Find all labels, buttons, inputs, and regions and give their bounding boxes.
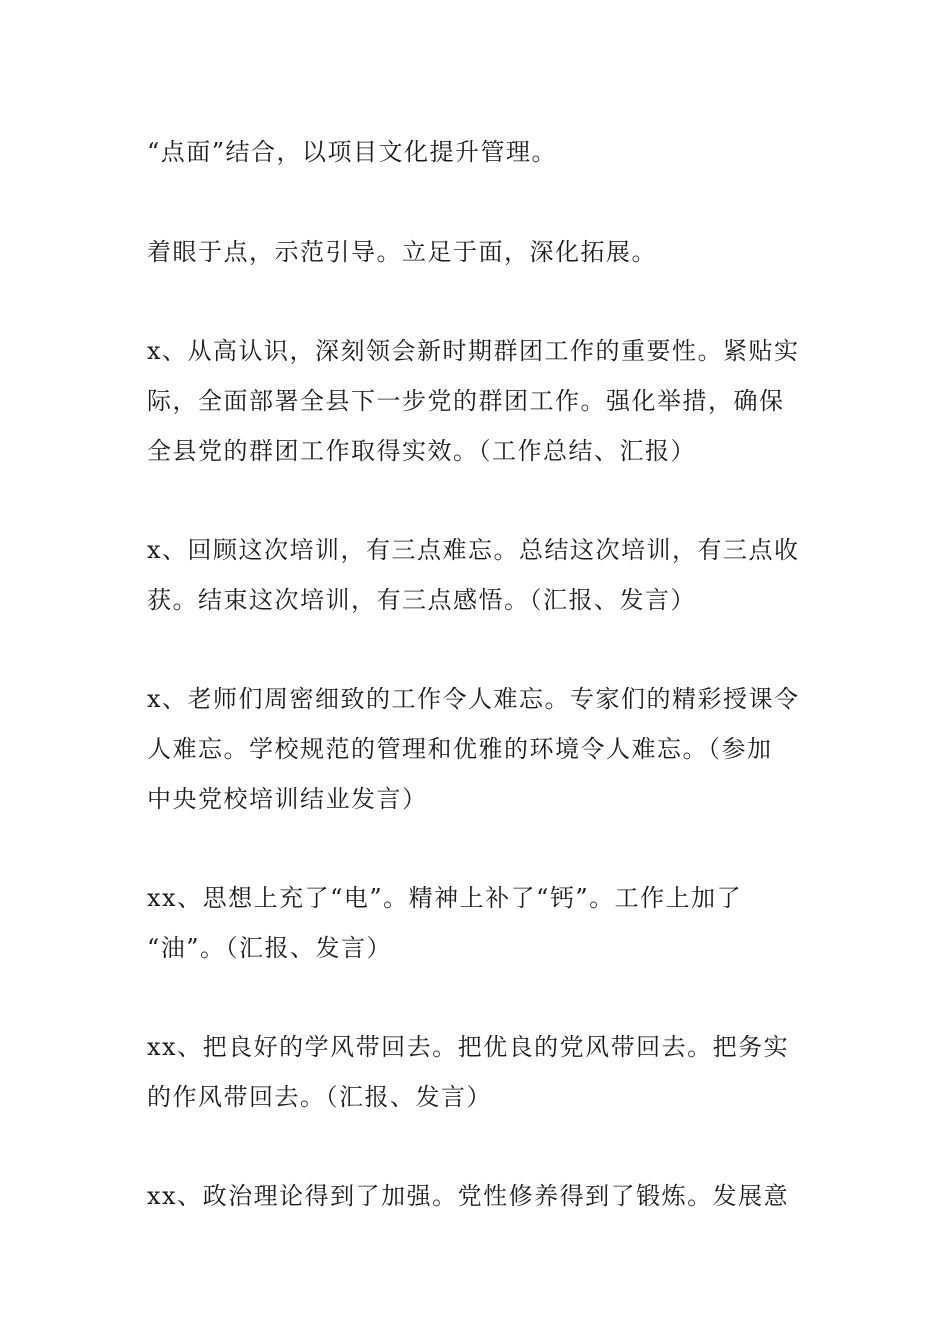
- paragraph-line: 中央党校培训结业发言）: [147, 785, 428, 813]
- paragraph-3: [147, 326, 807, 476]
- paragraph-4: [147, 525, 807, 625]
- paragraph-line: xx、思想上充了“电”。精神上补了“钙”。工作上加了: [147, 884, 743, 912]
- paragraph-line: “油”。（汇报、发言）: [147, 934, 393, 962]
- paragraph-1: [147, 127, 807, 177]
- paragraph-line: “点面”结合，以项目文化提升管理。: [147, 138, 558, 166]
- paragraph-7: [147, 1022, 807, 1122]
- paragraph-line: xx、把良好的学风带回去。把优良的党风带回去。把务实: [147, 1033, 790, 1061]
- paragraph-line: 人难忘。学校规范的管理和优雅的环境令人难忘。（参加: [147, 735, 773, 763]
- paragraph-2: [147, 227, 807, 277]
- paragraph-line: x、从高认识，深刻领会新时期群团工作的重要性。紧贴实: [147, 337, 800, 365]
- paragraph-line: 全县党的群团工作取得实效。（工作总结、汇报）: [147, 437, 696, 465]
- paragraph-line: xx、政治理论得到了加强。党性修养得到了锻炼。发展意: [147, 1182, 790, 1210]
- paragraph-line: 的作风带回去。（汇报、发言）: [147, 1083, 492, 1111]
- paragraph-8: [147, 1171, 807, 1221]
- paragraph-line: 际，全面部署全县下一步党的群团工作。强化举措，确保: [147, 387, 785, 415]
- paragraph-line: 获。结束这次培训，有三点感悟。（汇报、发言）: [147, 586, 696, 614]
- paragraph-line: x、老师们周密细致的工作令人难忘。专家们的精彩授课令: [147, 685, 800, 713]
- paragraph-line: 着眼于点，示范引导。立足于面，深化拓展。: [147, 238, 657, 266]
- paragraph-6: [147, 873, 807, 973]
- paragraph-5: [147, 674, 807, 824]
- paragraph-line: x、回顾这次培训，有三点难忘。总结这次培训，有三点收: [147, 536, 800, 564]
